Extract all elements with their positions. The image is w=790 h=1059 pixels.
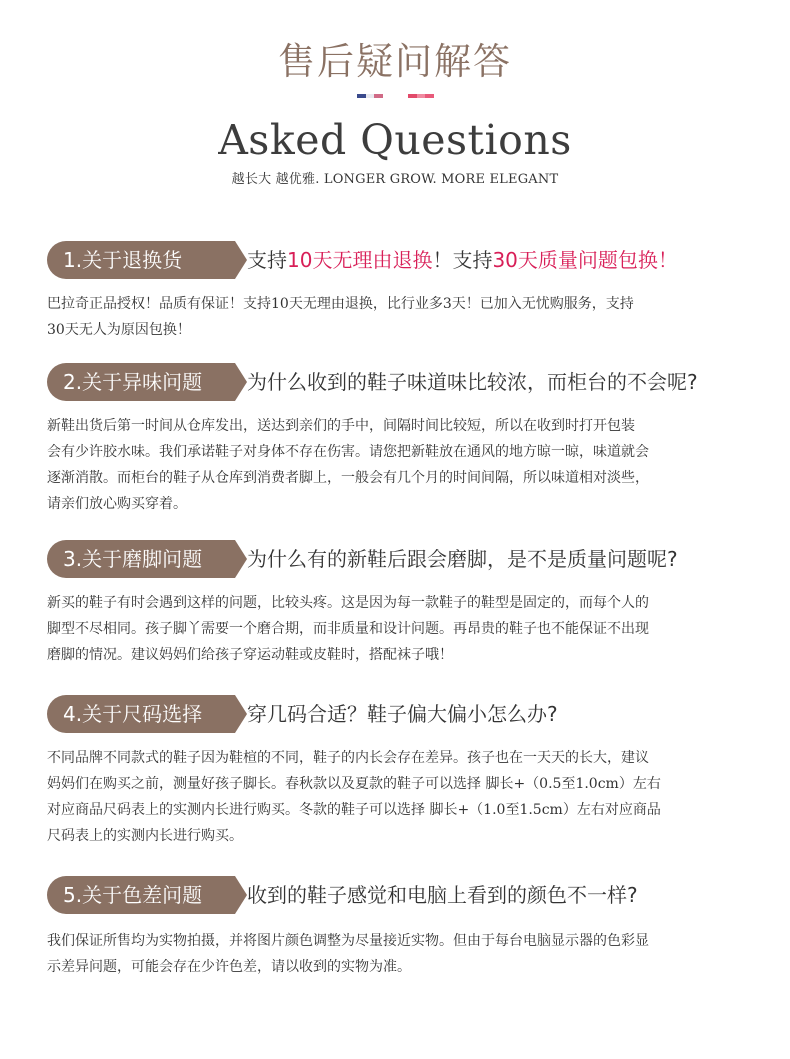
section-answer: 不同品牌不同款式的鞋子因为鞋楦的不同，鞋子的内长会存在差异。孩子也在一天天的长大，建议 妈妈们在购买之前，测量好孩子脚长。春秋款以及夏款的鞋子可以选择 脚长+（0.5至1.0cm）左右 对应商品尺码表上的实测内长进行购买。冬款的鞋子可以选择 脚长+（1.0至1.5cm）左右对应商品 尺码表上的实测内长进行购买。 (47, 750, 661, 844)
section-question: 为什么收到的鞋子味道味比较浓，而柜台的不会呢? (247, 370, 698, 394)
section-question: 为什么有的新鞋后跟会磨脚，是不是质量问题呢? (247, 547, 678, 571)
section-label: 4.关于尺码选择 (47, 695, 235, 733)
section-answer: 新买的鞋子有时会遇到这样的问题，比较头疼。这是因为每一款鞋子的鞋型是固定的，而每个人的 脚型不尽相同。孩子脚丫需要一个磨合期，而非质量和设计问题。再昂贵的鞋子也不能保证不出现 磨脚的情况。建议妈妈们给孩子穿运动鞋或皮鞋时，搭配袜子哦！ (47, 595, 649, 663)
page-title-cn: 售后疑问解答 (278, 40, 512, 83)
section-label: 3.关于磨脚问题 (47, 540, 235, 578)
page-title-en: Asked Questions (218, 116, 572, 164)
flag-decoration-left (357, 94, 383, 98)
section-answer: 新鞋出货后第一时间从仓库发出，送达到亲们的手中，间隔时间比较短，所以在收到时打开包装 会有少许胶水味。我们承诺鞋子对身体不存在伤害。请您把新鞋放在通风的地方晾一晾，味道就会 逐渐消散。而柜台的鞋子从仓库到消费者脚上，一般会有几个月的时间间隔，所以味道相对淡些， 请亲们放心购买穿着。 (47, 418, 649, 512)
flag-decoration-right (408, 94, 434, 98)
section-answer: 我们保证所售均为实物拍摄，并将图片颜色调整为尽量接近实物。但由于每台电脑显示器的色彩显 示差异问题，可能会存在少许色差，请以收到的实物为准。 (47, 933, 649, 975)
section-label: 1.关于退换货 (47, 241, 235, 279)
page-subtitle: 越长大 越优雅. LONGER GROW. MORE ELEGANT (231, 172, 559, 187)
section-question: 支持10天无理由退换！支持30天质量问题包换！ (247, 248, 678, 272)
section-label: 5.关于色差问题 (47, 876, 235, 914)
section-question: 穿几码合适？鞋子偏大偏小怎么办? (247, 702, 558, 726)
section-question: 收到的鞋子感觉和电脑上看到的颜色不一样? (247, 883, 638, 907)
section-answer: 巴拉奇正品授权！品质有保证！支持10天无理由退换，比行业多3天！已加入无忧购服务，支持 30天无人为原因包换！ (47, 296, 634, 338)
section-label: 2.关于异味问题 (47, 363, 235, 401)
